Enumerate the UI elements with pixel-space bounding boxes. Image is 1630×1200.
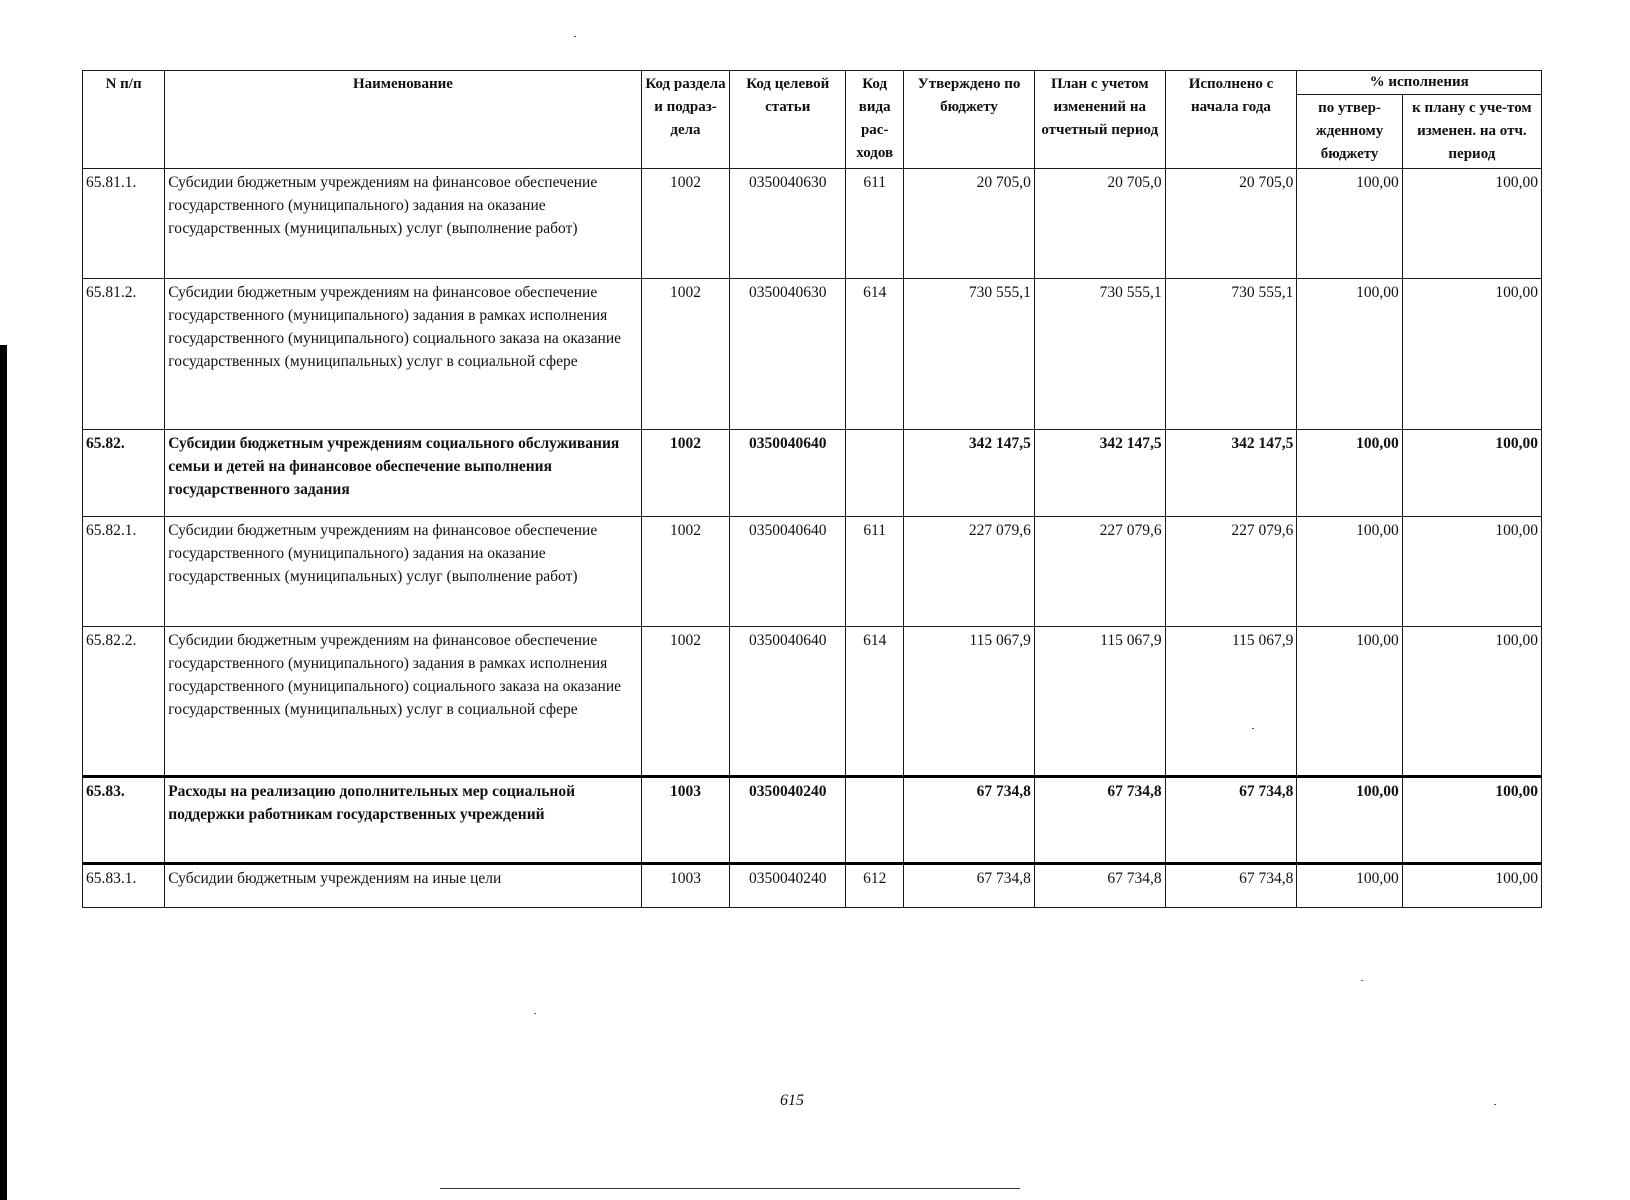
row-section-code: 1003 [641,777,730,864]
row-pct-plan: 100,00 [1402,627,1541,777]
row-num: 65.82. [83,430,165,517]
row-name: Субсидии бюджетным учреждениям на финансовое обеспечение государственного (муниципального) задания на оказание государственных (муниципальных) услуг (выполнение работ) [165,517,641,627]
row-expense-code: 614 [846,279,904,430]
table-row [83,777,1542,864]
row-approved: 67 734,8 [904,864,1035,908]
row-num: 65.81.1. [83,169,165,279]
row-plan: 67 734,8 [1034,777,1165,864]
scan-edge-shadow [0,345,7,1200]
header-approved: Утверждено по бюджету [904,71,1035,169]
row-pct-approved: 100,00 [1297,517,1402,627]
row-target-code: 0350040630 [730,279,846,430]
row-executed: 67 734,8 [1165,777,1297,864]
row-pct-approved: 100,00 [1297,777,1402,864]
row-target-code: 0350040630 [730,169,846,279]
row-pct-plan: 100,00 [1402,430,1541,517]
row-name: Субсидии бюджетным учреждениям на финансовое обеспечение государственного (муниципального) задания в рамках исполнения государственного (муниципального) социального заказа на оказание государственных (муниципальных) услуг в социальной сфере [165,627,641,777]
row-plan: 730 555,1 [1034,279,1165,430]
row-name: Субсидии бюджетным учреждениям на финансовое обеспечение государственного (муниципального) задания в рамках исполнения государственного (муниципального) социального заказа на оказание государственных (муниципальных) услуг в социальной сфере [165,279,641,430]
row-section-code: 1002 [641,430,730,517]
row-executed: 730 555,1 [1165,279,1297,430]
row-pct-approved: 100,00 [1297,864,1402,908]
row-pct-approved: 100,00 [1297,169,1402,279]
row-section-code: 1002 [641,627,730,777]
page-number: 615 [780,1092,804,1109]
row-expense-code: 611 [846,169,904,279]
table-row [83,430,1542,517]
table-row [83,169,1542,279]
row-section-code: 1002 [641,517,730,627]
row-expense-code: 614 [846,627,904,777]
header-pct-group: % исполнения [1297,71,1542,95]
table-row [83,279,1542,430]
row-pct-plan: 100,00 [1402,279,1541,430]
row-name: Субсидии бюджетным учреждениям социального обслуживания семьи и детей на финансовое обеспечение выполнения государственного задания [165,430,641,517]
header-executed: Исполнено с начала года [1165,71,1297,169]
row-executed: 227 079,6 [1165,517,1297,627]
row-expense-code: 612 [846,864,904,908]
row-pct-plan: 100,00 [1402,777,1541,864]
scan-speck [1252,728,1254,729]
table-row [83,517,1542,627]
scan-speck [1494,1104,1496,1105]
row-approved: 342 147,5 [904,430,1035,517]
row-plan: 342 147,5 [1034,430,1165,517]
scan-speck [1361,980,1363,981]
row-pct-approved: 100,00 [1297,627,1402,777]
row-plan: 227 079,6 [1034,517,1165,627]
row-pct-approved: 100,00 [1297,430,1402,517]
row-pct-approved: 100,00 [1297,279,1402,430]
table-row [83,864,1542,908]
row-executed: 20 705,0 [1165,169,1297,279]
header-section-code: Код раздела и подраз-дела [641,71,730,169]
bottom-rule [440,1188,1020,1189]
row-plan: 67 734,8 [1034,864,1165,908]
scan-speck [534,1013,536,1014]
row-approved: 67 734,8 [904,777,1035,864]
row-plan: 115 067,9 [1034,627,1165,777]
row-approved: 730 555,1 [904,279,1035,430]
row-target-code: 0350040640 [730,627,846,777]
row-num: 65.82.2. [83,627,165,777]
header-pct-approved: по утвер-жденному бюджету [1297,95,1402,169]
row-target-code: 0350040240 [730,777,846,864]
row-expense-code: 611 [846,517,904,627]
row-num: 65.83.1. [83,864,165,908]
row-executed: 115 067,9 [1165,627,1297,777]
row-expense-code [846,777,904,864]
row-pct-plan: 100,00 [1402,169,1541,279]
row-num: 65.81.2. [83,279,165,430]
row-approved: 227 079,6 [904,517,1035,627]
row-num: 65.82.1. [83,517,165,627]
row-approved: 115 067,9 [904,627,1035,777]
row-plan: 20 705,0 [1034,169,1165,279]
row-num: 65.83. [83,777,165,864]
header-name: Наименование [165,71,641,169]
row-section-code: 1002 [641,279,730,430]
row-approved: 20 705,0 [904,169,1035,279]
header-plan: План с учетом изменений на отчетный период [1034,71,1165,169]
row-pct-plan: 100,00 [1402,864,1541,908]
row-target-code: 0350040640 [730,430,846,517]
row-executed: 67 734,8 [1165,864,1297,908]
row-name: Субсидии бюджетным учреждениям на финансовое обеспечение государственного (муниципального) задания на оказание государственных (муниципальных) услуг (выполнение работ) [165,169,641,279]
budget-execution-table [82,70,1542,908]
row-name: Субсидии бюджетным учреждениям на иные цели [165,864,641,908]
table-row [83,627,1542,777]
header-expense-code: Код вида рас-ходов [846,71,904,169]
row-executed: 342 147,5 [1165,430,1297,517]
header-row [83,71,1542,95]
header-target-code: Код целевой статьи [730,71,846,169]
header-pct-plan: к плану с уче-том изменен. на отч. период [1402,95,1541,169]
row-expense-code [846,430,904,517]
row-target-code: 0350040640 [730,517,846,627]
scan-speck [574,36,576,37]
row-pct-plan: 100,00 [1402,517,1541,627]
row-section-code: 1002 [641,169,730,279]
header-num: N п/п [83,71,165,169]
row-section-code: 1003 [641,864,730,908]
row-name: Расходы на реализацию дополнительных мер социальной поддержки работникам государственных учреждений [165,777,641,864]
row-target-code: 0350040240 [730,864,846,908]
